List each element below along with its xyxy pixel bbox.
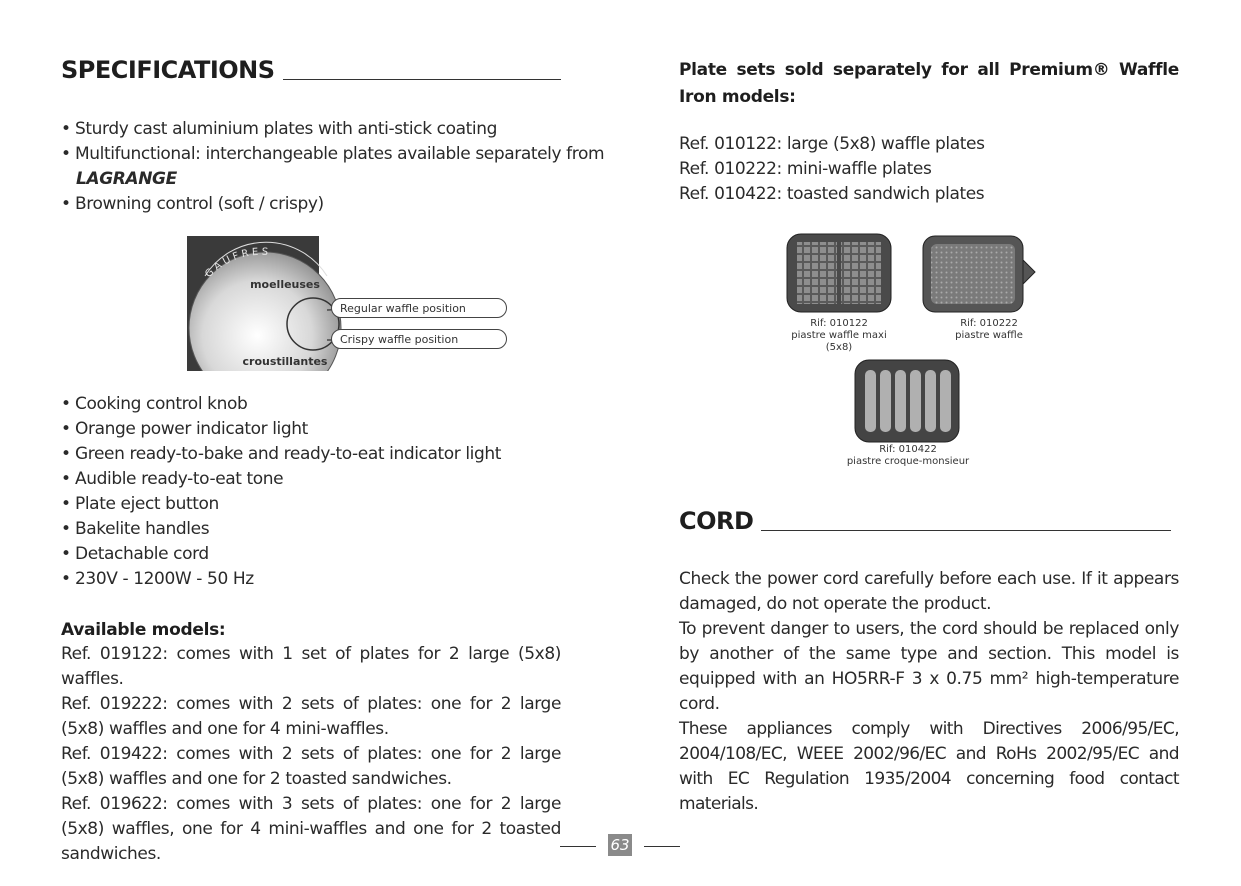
list-item: • Sturdy cast aluminium plates with anti-stick coating: [61, 119, 497, 139]
page-number: 63: [608, 834, 632, 856]
plate-refs: [679, 132, 1179, 207]
heading-rule: [761, 530, 1171, 531]
compliance-text: These appliances comply with Directives 2006/95/EC, 2004/108/EC, WEEE 2002/96/EC and RoHs 2002/95/EC and with EC Regulation 1935/2004 concerning food contact materials.: [679, 719, 1179, 814]
knob-diagram: [187, 236, 517, 371]
list-item: • Cooking control knob: [61, 394, 248, 414]
model-ref: Ref. 019222: comes with 2 sets of plates: one for 2 large (5x8) waffles and one for 4 mini-waffles.: [61, 694, 561, 739]
model-ref: Ref. 019622: comes with 3 sets of plates: one for 2 large (5x8) waffles, one for 4 mini-waffles and one for 2 toasted sandwiches.: [61, 794, 561, 864]
brand-name: LAGRANGE: [76, 169, 177, 189]
plate-ref: Ref. 010422: toasted sandwich plates: [679, 184, 985, 204]
heading-rule: [283, 79, 561, 80]
model-ref: Ref. 019422: comes with 2 sets of plates: one for 2 large (5x8) waffles and one for 2 toasted sandwiches.: [61, 744, 561, 789]
plate-caption-3: Rif: 010422 piastre croque-monsieur: [846, 444, 970, 467]
model-ref: Ref. 019122: comes with 1 set of plates for 2 large (5x8) waffles.: [61, 644, 561, 689]
specs-list-top: [61, 117, 604, 217]
plate-caption-2: Rif: 010222 piastre waffle: [955, 318, 1023, 341]
cord-text: [679, 567, 1179, 717]
models-list: [61, 642, 561, 867]
plates-sold-title: Plate sets sold separately for all Premium® Waffle Iron models:: [679, 60, 1179, 107]
list-item: • Plate eject button: [61, 494, 219, 514]
cord-paragraph: To prevent danger to users, the cord should be replaced only by another of the same type and section. This model is equipped with an HO5RR-F 3 x 0.75 mm² high-temperature cord.: [679, 619, 1179, 714]
specifications-title: SPECIFICATIONS: [61, 56, 275, 84]
available-models-title: Available models:: [61, 620, 226, 640]
knob-top-label: moelleuses: [250, 278, 320, 291]
plate-large-waffle: [787, 234, 891, 312]
specs-list-bottom: [61, 392, 501, 592]
callout-crispy: Crispy waffle position: [331, 329, 507, 349]
cord-paragraph: Check the power cord carefully before each use. If it appears damaged, do not operate the product.: [679, 569, 1179, 614]
list-item: • Multifunctional: interchangeable plates available separately from: [61, 144, 605, 164]
cord-title: CORD: [679, 507, 754, 535]
page-number-bar: [560, 834, 680, 856]
knob-arc-text: GAUFRES: [203, 246, 272, 281]
list-item: • Green ready-to-bake and ready-to-eat indicator light: [61, 444, 502, 464]
list-item: • Detachable cord: [61, 544, 209, 564]
list-item: • Browning control (soft / crispy): [61, 194, 324, 214]
plate-mini-waffle: [923, 236, 1035, 312]
plate-caption-1: Rif: 010122 piastre waffle maxi (5x8): [791, 318, 887, 353]
plate-ref: Ref. 010122: large (5x8) waffle plates: [679, 134, 985, 154]
knob-bottom-label: croustillantes: [242, 355, 328, 368]
list-item: • Bakelite handles: [61, 519, 210, 539]
plate-toasted-sandwich: [855, 360, 959, 442]
specifications-heading: [61, 56, 561, 84]
list-item: • Audible ready-to-eat tone: [61, 469, 284, 489]
callout-regular: Regular waffle position: [331, 298, 507, 318]
list-item: • Orange power indicator light: [61, 419, 308, 439]
cord-heading: [679, 507, 1171, 535]
plate-ref: Ref. 010222: mini-waffle plates: [679, 159, 932, 179]
list-item: • 230V - 1200W - 50 Hz: [61, 569, 254, 589]
